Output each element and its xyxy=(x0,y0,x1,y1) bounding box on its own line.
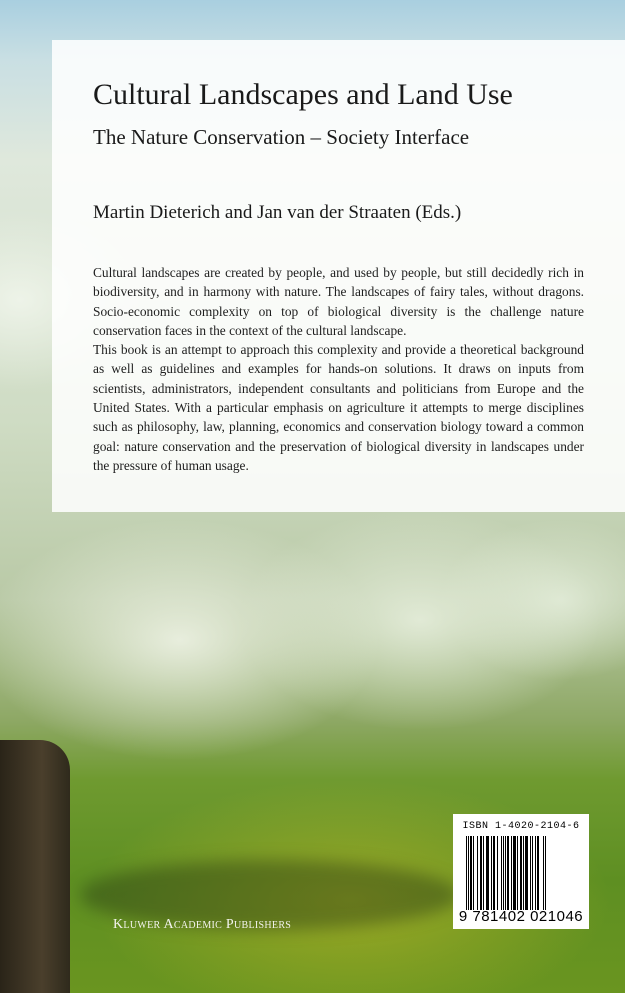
barcode-bar xyxy=(546,836,547,910)
barcode xyxy=(453,814,589,929)
blurb-paragraph: Cultural landscapes are created by people, and used by people, but still decidedly rich in biodiversity, and in harmony with nature. The landscapes of fairy tales, without dragons. Socio-economic complexity on top of biological diversity is the challenge nature conservation faces in the context of the cultural landscape. xyxy=(93,265,584,338)
book-blurb xyxy=(93,263,584,475)
barcode-number: 9 781402 021046 xyxy=(458,908,584,925)
book-subtitle: The Nature Conservation – Society Interface xyxy=(93,125,470,149)
isbn-label: ISBN 1-4020-2104-6 xyxy=(462,821,580,832)
tree-trunk xyxy=(0,740,70,993)
publisher-name: Kluwer Academic Publishers xyxy=(113,917,292,932)
book-title: Cultural Landscapes and Land Use xyxy=(93,78,513,111)
book-editors: Martin Dieterich and Jan van der Straaten (Eds.) xyxy=(93,202,462,223)
blurb-paragraph: This book is an attempt to approach this complexity and provide a theoretical background as well as guidelines and examples for hands-on solutions. It draws on inputs from scientists, administrators, independent consultants and politicians from Europe and the United States. With a particular emphasis on agriculture it attempts to merge disciplines such as philosophy, law, planning, economics and conservation biology toward a common goal: nature conservation and the preservation of biological diversity in landscapes under the pressure of human usage. xyxy=(93,342,584,473)
barcode-bars xyxy=(466,836,578,910)
